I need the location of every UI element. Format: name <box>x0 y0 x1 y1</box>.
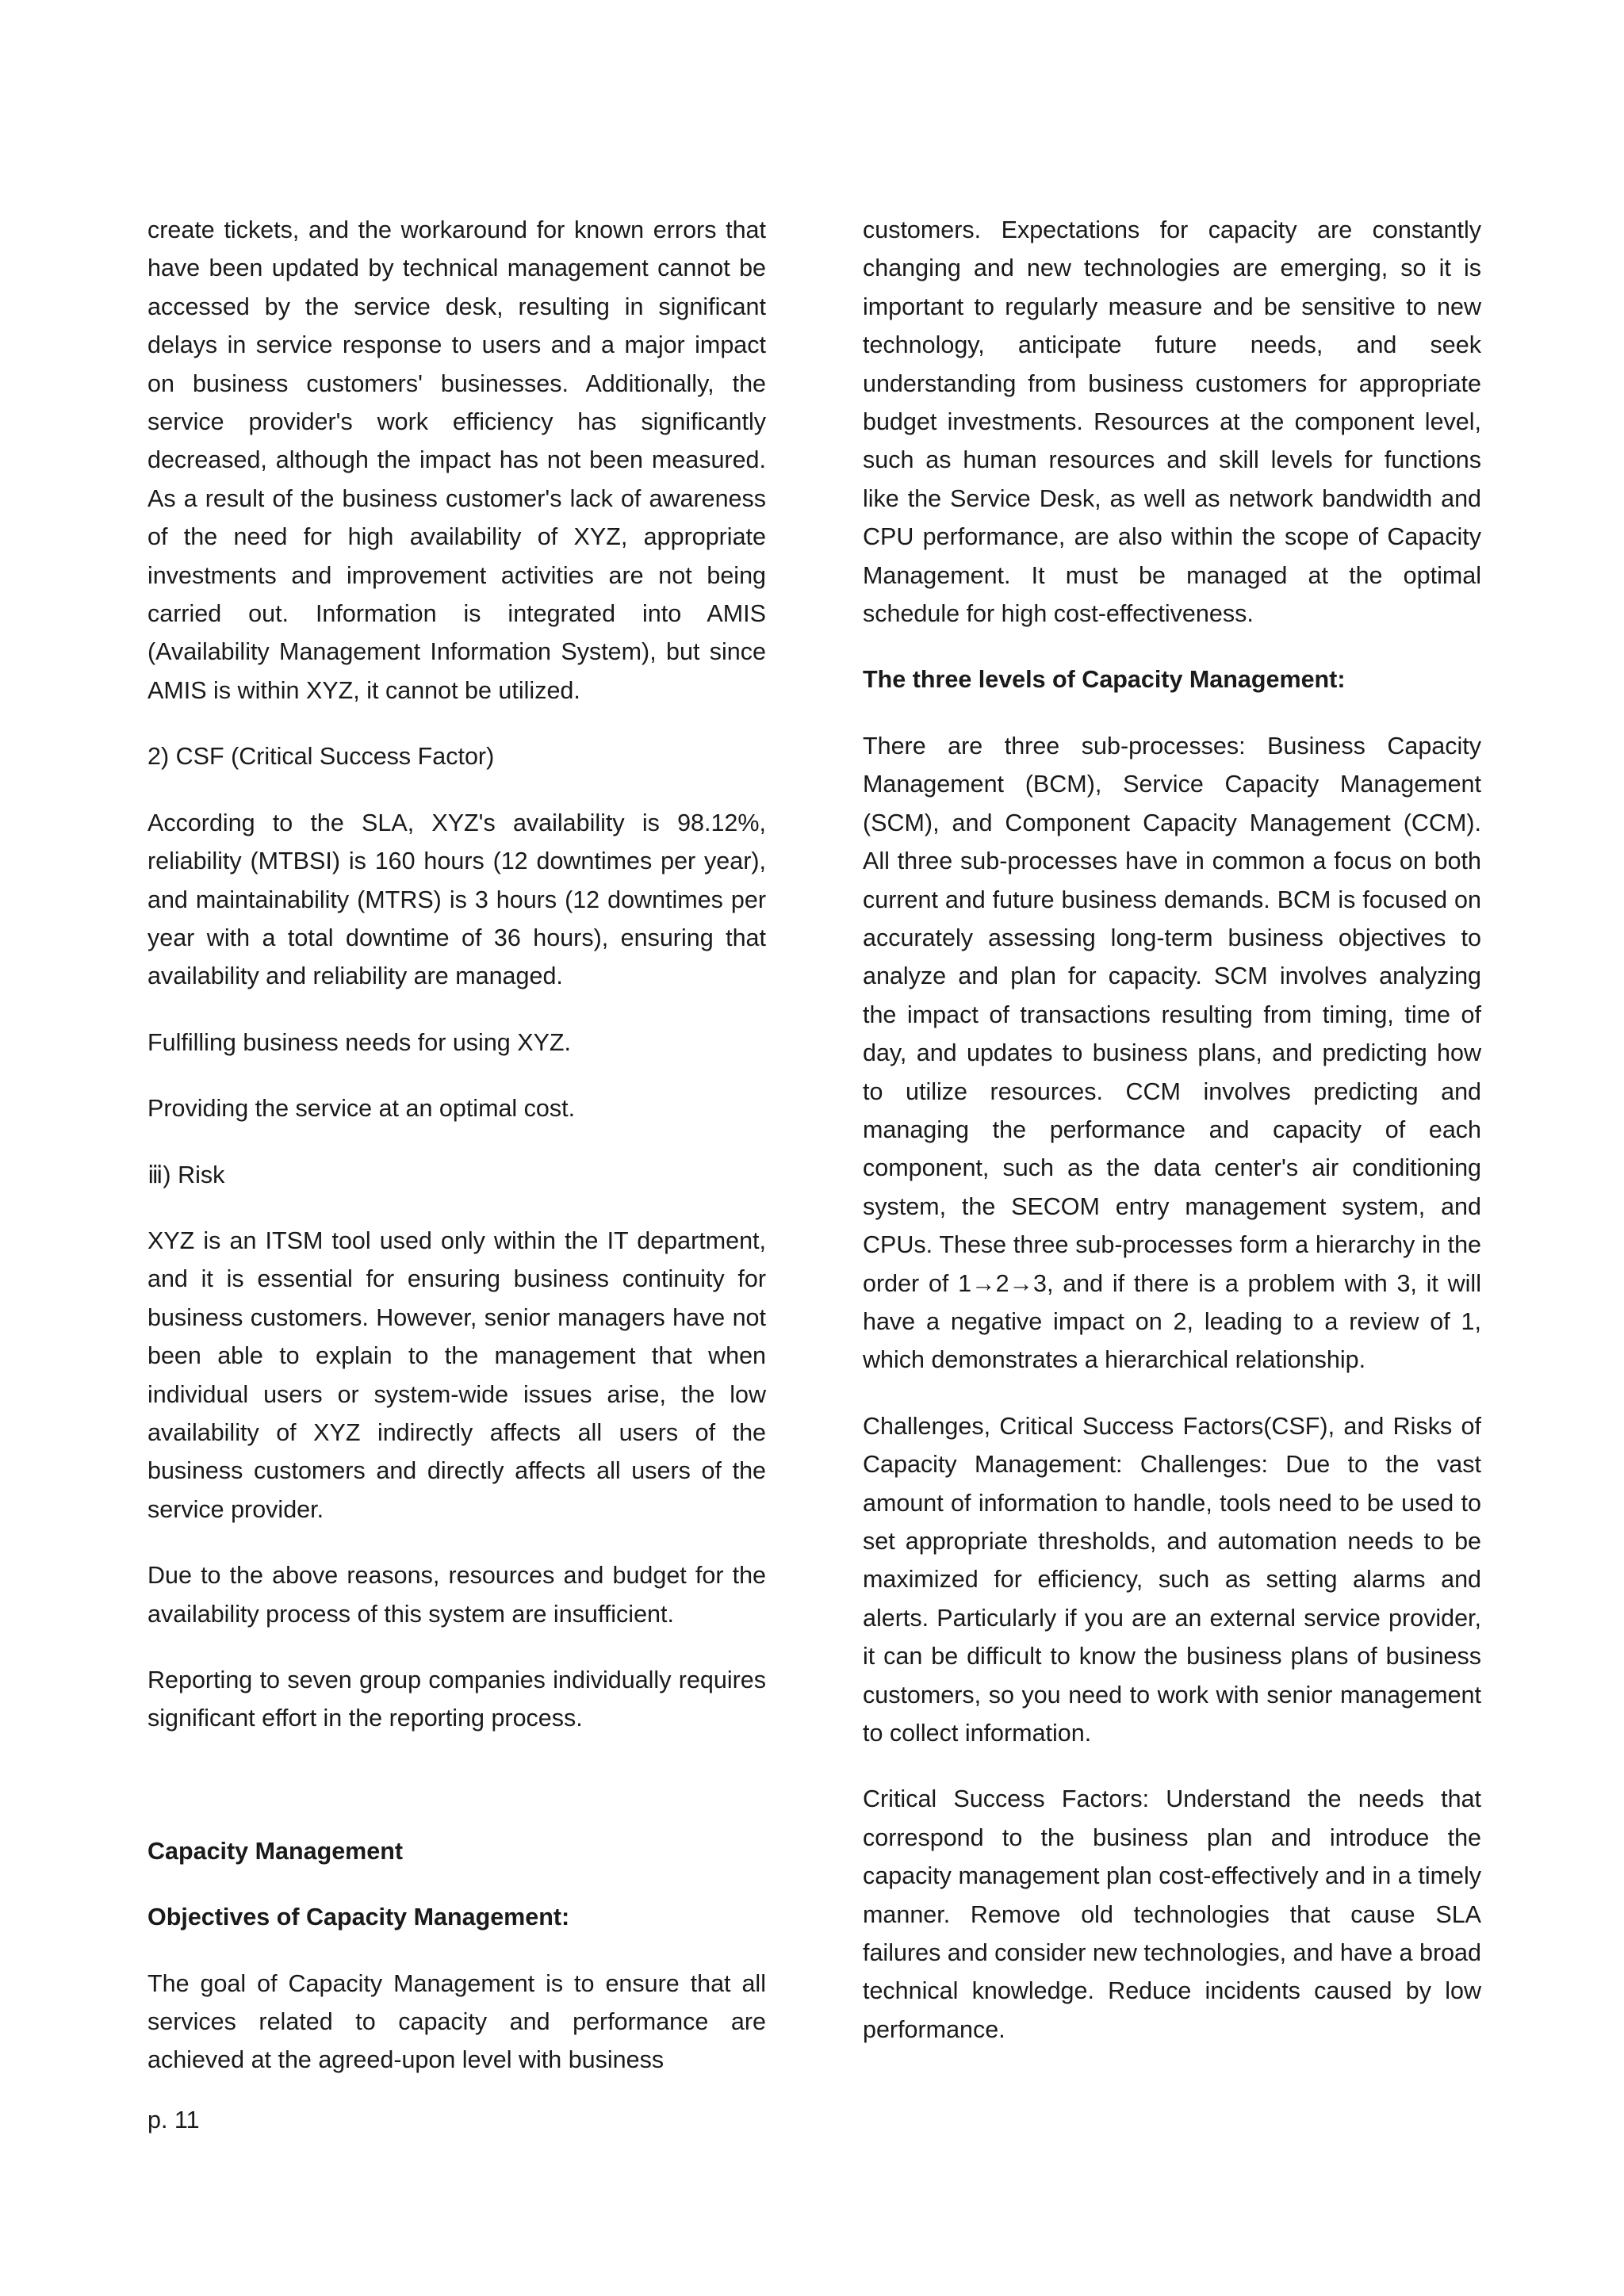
paragraph-challenges: Challenges, Critical Success Factors(CSF), and Risks of Capacity Management: Challenges: Due to the vast amount of information to handle, tools need to be used to set appropriate thresholds, and automation needs to be maximized for efficiency, such as setting alarms and alerts. Particularly if you are an external service provider, it can be difficult to know the business plans of business customers, so you need to work with senior management to collect information. <box>863 1412 1481 1747</box>
heading-capacity-objectives: Objectives of Capacity Management: <box>147 1904 570 1931</box>
paragraph-sla-metrics: According to the SLA, XYZ's availability is 98.12%, reliability (MTBSI) is 160 hours (12 downtimes per year), and maintainability (MTRS) is 3 hours (12 downtimes per year with a total downtime of 36 hours), ensuring that availability and reliability are managed. <box>147 809 766 990</box>
section-spacer <box>147 1766 766 1832</box>
paragraph-capacity-expectations: customers. Expectations for capacity are constantly changing and new technologies are emerging, so it is important to regularly measure and be sensitive to new technology, anticipate future needs, and seek understanding from business customers for appropriate budget investments. Resources at the component level, such as human resources and skill levels for functions like the Service Desk, as well as network bandwidth and CPU performance, are also within the scope of Capacity Management. It must be managed at the optimal schedule for high cost-effectiveness. <box>863 216 1481 628</box>
paragraph-capacity-goal: The goal of Capacity Management is to ensure that all services related to capacity and performance are achieved at the agreed-upon level with business <box>147 1969 766 2074</box>
paragraph-sub-processes: There are three sub-processes: Business Capacity Management (BCM), Service Capacity Management (SCM), and Component Capacity Management (CCM). All three sub-processes have in common a focus on both current and future business demands. BCM is focused on accurately assessing long-term business objectives to analyze and plan for capacity. SCM involves analyzing the impact of transactions resulting from timing, time of day, and updates to business plans, and predicting how to utilize resources. CCM involves predicting and managing the performance and capacity of each component, such as the data center's air conditioning system, the SECOM entry management system, and CPUs. These three sub-processes form a hierarchy in the order of 1→2→3, and if there is a problem with 3, it will have a negative impact on 2, leading to a review of 1, which demonstrates a hierarchical relationship. <box>863 732 1481 1374</box>
paragraph-risk-description: XYZ is an ITSM tool used only within the IT department, and it is essential for ensuring business continuity for business customers. However, senior managers have not been able to explain to the management that when individual users or system-wide issues arise, the low availability of XYZ indirectly affects all users of the business customers and directly affects all users of the service provider. <box>147 1226 766 1523</box>
section-label-csf: 2) CSF (Critical Success Factor) <box>147 743 495 771</box>
paragraph-business-needs: Fulfilling business needs for using XYZ. <box>147 1028 572 1056</box>
paragraph-reporting-effort: Reporting to seven group companies individually requires significant effort in the reporting process. <box>147 1667 766 1732</box>
heading-capacity-levels: The three levels of Capacity Management: <box>863 666 1346 694</box>
section-label-risk: ⅲ) Risk <box>147 1161 225 1188</box>
right-column <box>863 211 1481 2076</box>
paragraph-insufficient-resources: Due to the above reasons, resources and budget for the availability process of this system are insufficient. <box>147 1562 766 1628</box>
paragraph-availability-issues: create tickets, and the workaround for known errors that have been updated by technical management cannot be accessed by the service desk, resulting in significant delays in service response to users and a major impact on business customers' businesses. Additionally, the service provider's work efficiency has significantly decreased, although the impact has not been measured. As a result of the business customer's lack of awareness of the need for high availability of XYZ, appropriate investments and improvement activities are not being carried out. Information is integrated into AMIS (Availability Management Information System), but since AMIS is within XYZ, it cannot be utilized. <box>147 216 766 704</box>
paragraph-optimal-cost: Providing the service at an optimal cost. <box>147 1095 576 1123</box>
page-number: p. 11 <box>147 2107 200 2133</box>
paragraph-critical-success-factors: Critical Success Factors: Understand the needs that correspond to the business plan and introduce the capacity management plan cost-effectively and in a timely manner. Remove old technologies that cause SLA failures and consider new technologies, and have a broad technical knowledge. Reduce incidents caused by low performance. <box>863 1785 1481 2043</box>
left-column <box>147 211 766 2107</box>
heading-capacity-management: Capacity Management <box>147 1837 404 1865</box>
